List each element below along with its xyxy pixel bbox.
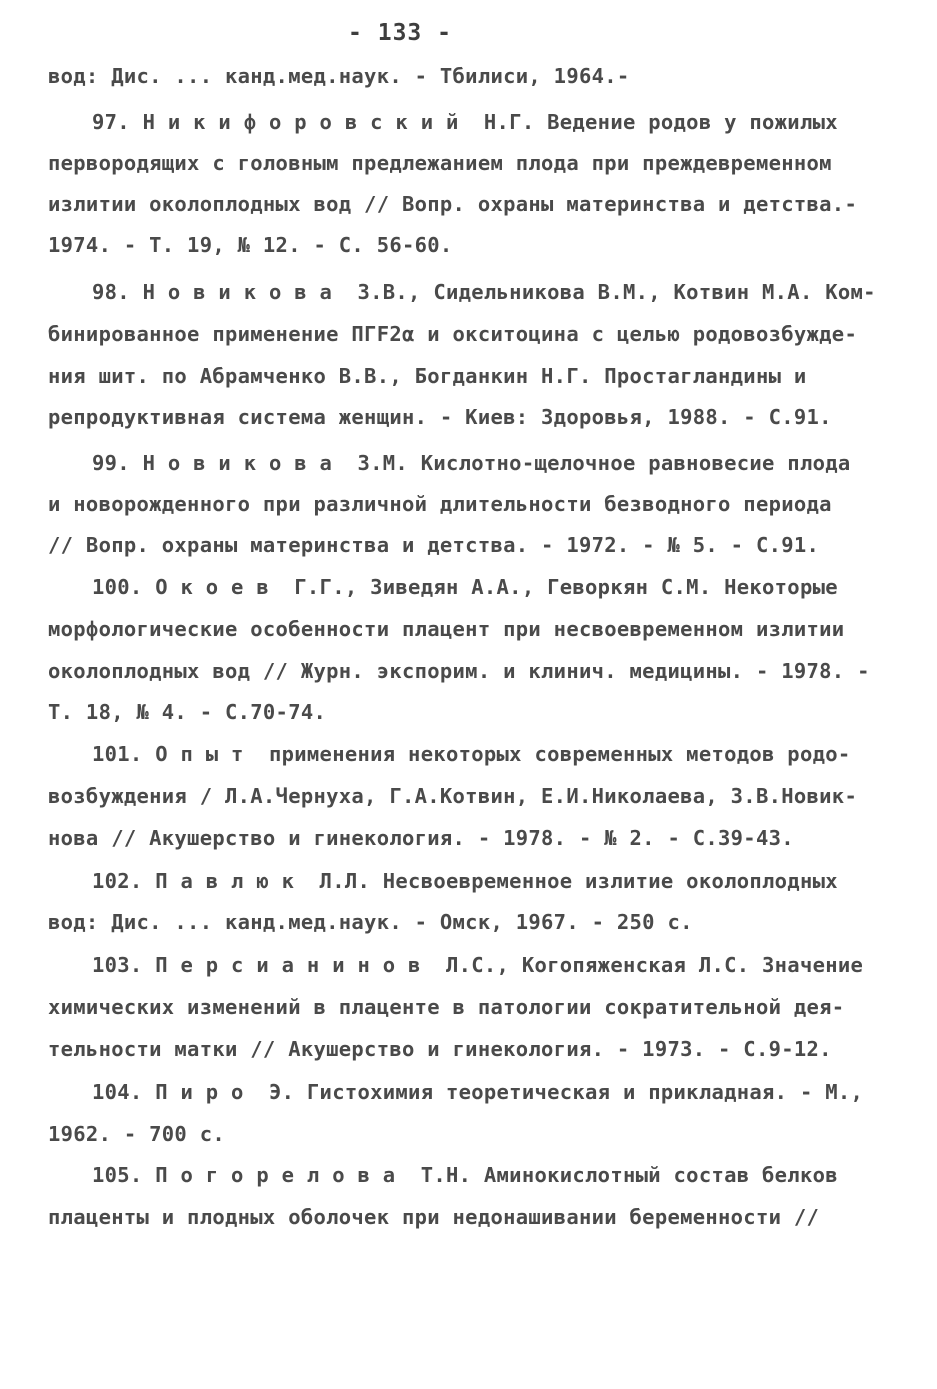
ref-98-line-4: репродуктивная система женщин. - Киев: Здоровья, 1988. - С.91. — [48, 405, 832, 429]
ref-103-line-2: химических изменений в плаценте в патологии сократительной дея- — [48, 995, 845, 1019]
ref-98-line-3: ния шит. по Абрамченко В.В., Богданкин Н.Г. Простагландины и — [48, 364, 807, 388]
ref-line: вод: Дис. ... канд.мед.наук. - Тбилиси, 1964.- — [48, 64, 630, 88]
ref-99-line-1: 99. Н о в и к о в а З.М. Кислотно-щелочное равновесие плода — [92, 451, 851, 475]
ref-104-line-2: 1962. - 700 с. — [48, 1122, 225, 1146]
ref-98-line-2: бинированное применение ПГF2α и окситоцина с целью родовозбужде- — [48, 322, 858, 346]
ref-97-line-3: излитии околоплодных вод // Вопр. охраны материнства и детства.- — [48, 192, 858, 216]
ref-103-line-1: 103. П е р с и а н и н о в Л.С., Когопяженская Л.С. Значение — [92, 953, 864, 977]
ref-101-line-3: нова // Акушерство и гинекология. - 1978. - № 2. - С.39-43. — [48, 826, 794, 850]
ref-101-line-1: 101. О п ы т применения некоторых современных методов родо- — [92, 742, 851, 766]
ref-105-line-1: 105. П о г о р е л о в а Т.Н. Аминокислотный состав белков — [92, 1163, 838, 1187]
ref-97-line-2: первородящих с головным предлежанием плода при преждевременном — [48, 151, 832, 175]
ref-102-line-2: вод: Дис. ... канд.мед.наук. - Омск, 1967. - 250 с. — [48, 910, 693, 934]
ref-99-line-3: // Вопр. охраны материнства и детства. - 1972. - № 5. - С.91. — [48, 533, 820, 557]
ref-100-line-2: морфологические особенности плацент при несвоевременном излитии — [48, 617, 845, 641]
ref-100-line-3: околоплодных вод // Журн. экспорим. и клинич. медицины. - 1978. - — [48, 659, 870, 683]
page-number: - 133 - — [348, 20, 452, 46]
ref-103-line-3: тельности матки // Акушерство и гинекология. - 1973. - С.9-12. — [48, 1037, 832, 1061]
ref-104-line-1: 104. П и р о Э. Гистохимия теоретическая и прикладная. - М., — [92, 1080, 864, 1104]
ref-105-line-2: плаценты и плодных оболочек при недонашивании беременности // — [48, 1205, 820, 1229]
ref-102-line-1: 102. П а в л ю к Л.Л. Несвоевременное излитие околоплодных — [92, 869, 838, 893]
ref-99-line-2: и новорожденного при различной длительности безводного периода — [48, 492, 832, 516]
ref-101-line-2: возбуждения / Л.А.Чернуха, Г.А.Котвин, Е.И.Николаева, З.В.Новик- — [48, 784, 858, 808]
ref-98-line-1: 98. Н о в и к о в а З.В., Сидельникова В.М., Котвин М.А. Ком- — [92, 280, 876, 304]
ref-97-line-4: 1974. - Т. 19, № 12. - С. 56-60. — [48, 233, 453, 257]
ref-97-line-1: 97. Н и к и ф о р о в с к и й Н.Г. Ведение родов у пожилых — [92, 110, 838, 134]
ref-100-line-4: Т. 18, № 4. - С.70-74. — [48, 700, 327, 724]
ref-100-line-1: 100. О к о е в Г.Г., Зиведян А.А., Геворкян С.М. Некоторые — [92, 575, 838, 599]
